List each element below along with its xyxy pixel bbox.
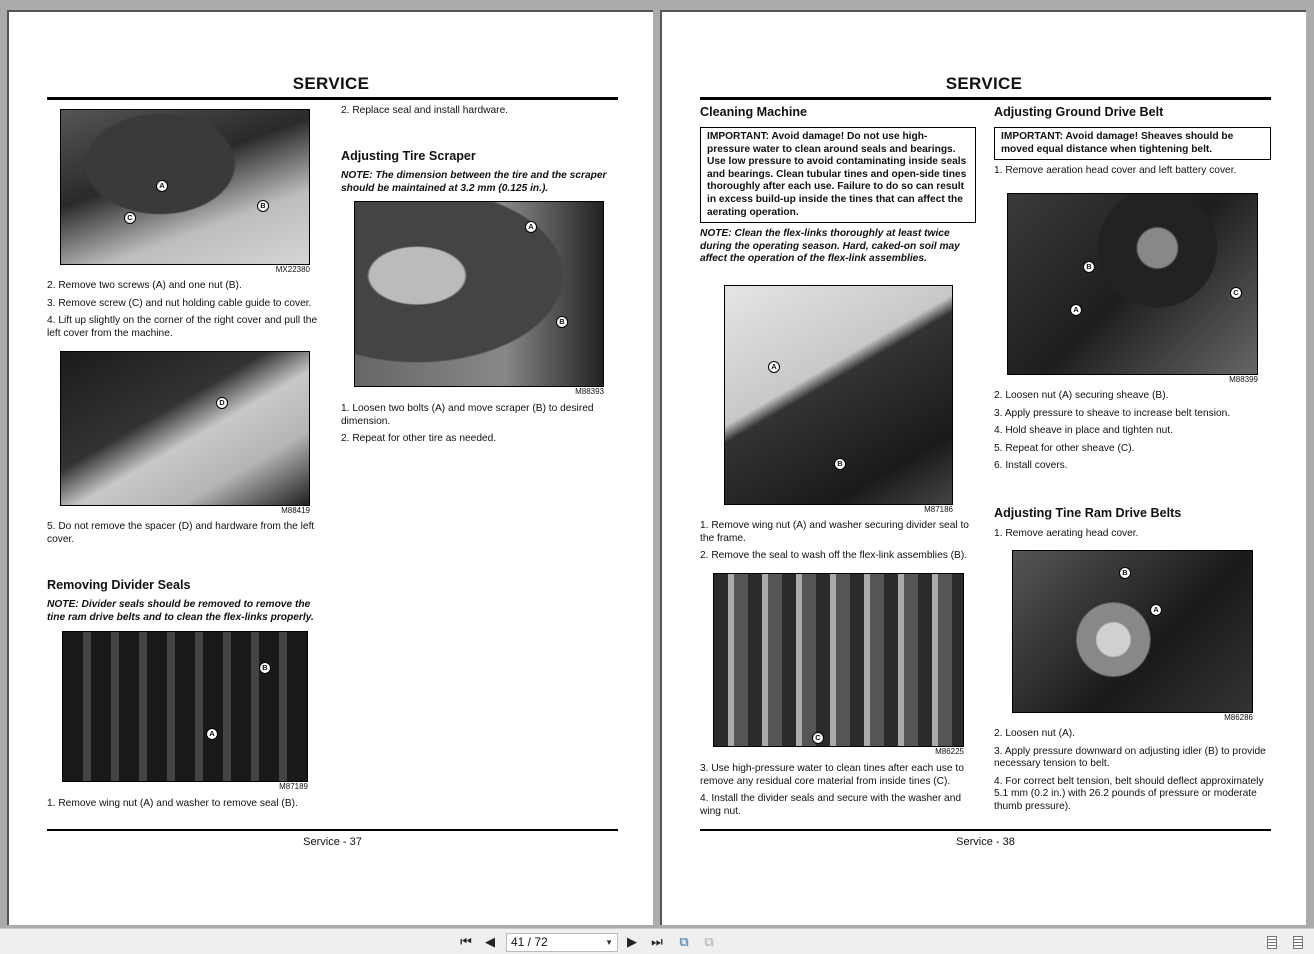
figure-m87189 (62, 631, 308, 792)
single-page-view-icon[interactable] (1267, 936, 1277, 949)
footer-rule (700, 829, 1271, 831)
steps-remove-cover (47, 280, 322, 345)
step: 6. Install covers. (994, 460, 1068, 472)
callout-b: B (1119, 567, 1131, 579)
callout-b: B (1083, 261, 1095, 273)
engine-cover-photo (60, 109, 310, 265)
page-number-value: 41 / 72 (511, 935, 548, 949)
figure-id: M86286 (1224, 713, 1253, 722)
note: NOTE: The dimension between the tire and the scraper should be maintained at 3.2 mm (0.125 in.). (341, 170, 607, 194)
figure-id: M88393 (575, 387, 604, 396)
callout-a: A (768, 361, 780, 373)
figure-id: M86225 (935, 747, 964, 756)
figure-mx22380 (60, 109, 310, 275)
steps-spacer (47, 521, 322, 551)
step: 1. Loosen two bolts (A) and move scraper (B) to desired dimension. (341, 403, 594, 427)
skip-back-icon: ⏮ (460, 934, 472, 949)
figure-id: M87189 (279, 782, 308, 791)
steps-remove-seal (47, 798, 332, 816)
note: NOTE: Divider seals should be removed to remove the tine ram drive belts and to clean the flex-links properly. (47, 599, 314, 623)
tines-photo (713, 573, 964, 747)
page-footer: Service - 37 (303, 836, 362, 848)
header-rule (700, 97, 1271, 100)
steps-tire-scraper (341, 403, 621, 451)
callout-a: A (206, 728, 218, 740)
divider-seal-frame-photo (724, 285, 953, 505)
figure-m86225 (713, 573, 964, 757)
step: 3. Use high-pressure water to clean tines after each use to remove any residual core material from inside tines (C). (700, 763, 964, 787)
step: 4. Install the divider seals and secure with the washer and wing nut. (700, 793, 962, 817)
important-box: IMPORTANT: Avoid damage! Do not use high-pressure water to clean around seals and bearings. Use low pressure to avoid contaminating inside seals and bearings. Clean tubular tines and open-side tines thoroughly after each use. Failure to do so can result in excess build-up inside the tines that can affect the aerating operation. (700, 127, 976, 223)
step: 4. Hold sheave in place and tighten nut. (994, 425, 1173, 437)
note: NOTE: Clean the flex-links thoroughly at least twice during the operating season. Hard, caked-on soil may affect the operation of the flex-link assemblies. (700, 228, 960, 265)
step: 4. For correct belt tension, belt should deflect approximately 5.1 mm (0.2 in.) with 26.2 pounds of pressure or moderate thumb pressure). (994, 775, 1264, 812)
callout-c: C (124, 212, 136, 224)
callout-a: A (1150, 604, 1162, 616)
page-footer: Service - 38 (956, 836, 1015, 848)
tire-scraper-photo (354, 201, 604, 387)
steps-clean-tines (700, 763, 980, 823)
steps-replace-seal (341, 105, 621, 123)
figure-id: MX22380 (275, 265, 310, 274)
step: 2. Repeat for other tire as needed. (341, 433, 497, 445)
step: 3. Remove screw (C) and nut holding cable guide to cover. (47, 297, 312, 309)
section-title: Cleaning Machine (700, 105, 808, 119)
section-adjusting-tine-ram-drive-belts (994, 506, 1271, 546)
ground-drive-belt-photo (1007, 193, 1258, 375)
skip-forward-icon: ⏭ (651, 934, 663, 949)
step: 1. Remove aerating head cover. (994, 528, 1139, 539)
figure-id: M88399 (1229, 375, 1258, 384)
figure-m88393 (354, 201, 604, 397)
callout-a: A (156, 180, 168, 192)
next-page-button[interactable] (623, 934, 641, 950)
page-header: SERVICE (292, 74, 370, 93)
previous-page-button[interactable] (481, 934, 499, 950)
step: 2. Remove two screws (A) and one nut (B). (47, 280, 242, 291)
callout-b: B (257, 200, 269, 212)
section-title: Adjusting Tire Scraper (341, 149, 476, 163)
triangle-right-icon: ▶ (627, 934, 637, 949)
step: 3. Apply pressure downward on adjusting idler (B) to provide necessary tension to belt. (994, 745, 1266, 770)
section-title: Removing Divider Seals (47, 578, 191, 592)
page-header: SERVICE (945, 74, 1023, 93)
steps-tine-ram-drive-belts (994, 728, 1271, 819)
section-cleaning-machine (700, 105, 976, 266)
step: 5. Do not remove the spacer (D) and hardware from the left cover. (47, 521, 315, 545)
navigation-toolbar (0, 928, 1314, 954)
figure-id: M87186 (924, 505, 953, 514)
section-title: Adjusting Tine Ram Drive Belts (994, 506, 1182, 520)
first-page-button[interactable] (457, 934, 475, 950)
spacer-photo (60, 351, 310, 506)
step: 1. Remove wing nut (A) and washer securing divider seal to the frame. (700, 520, 969, 544)
page-37 (7, 10, 653, 925)
page-38 (660, 10, 1306, 925)
previous-view-icon: ⧉ (679, 934, 689, 949)
callout-b: B (834, 458, 846, 470)
figure-m86286 (1012, 550, 1253, 723)
step: 2. Replace seal and install hardware. (341, 105, 509, 116)
triangle-left-icon: ◀ (485, 934, 495, 949)
callout-d: D (216, 397, 228, 409)
step: 2. Loosen nut (A) securing sheave (B). (994, 390, 1169, 401)
step: 1. Remove wing nut (A) and washer to remove seal (B). (47, 798, 298, 809)
footer-rule (47, 829, 618, 831)
page-number-select[interactable] (506, 933, 618, 952)
step: 2. Loosen nut (A). (994, 728, 1075, 739)
divider-seals-photo (62, 631, 308, 782)
tine-ram-belt-photo (1012, 550, 1253, 713)
figure-id: M88419 (281, 506, 310, 515)
step: 1. Remove aeration head cover and left battery cover. (994, 165, 1237, 177)
dropdown-arrow-icon: ▼ (605, 938, 613, 947)
callout-a: A (525, 221, 537, 233)
next-view-icon: ⧉ (704, 934, 714, 949)
step: 5. Repeat for other sheave (C). (994, 442, 1135, 454)
callout-c: C (812, 732, 824, 744)
step: 2. Remove the seal to wash off the flex-link assemblies (B). (700, 550, 968, 562)
last-page-button[interactable] (648, 934, 666, 950)
callout-b: B (259, 662, 271, 674)
section-title: Adjusting Ground Drive Belt (994, 105, 1164, 119)
header-rule (47, 97, 618, 100)
step: 3. Apply pressure to sheave to increase belt tension. (994, 407, 1231, 419)
steps-ground-drive-belt (994, 390, 1271, 478)
callout-a: A (1070, 304, 1082, 316)
callout-c: C (1230, 287, 1242, 299)
section-adjusting-ground-drive-belt (994, 105, 1271, 183)
figure-m88399 (1007, 193, 1258, 385)
section-removing-divider-seals (47, 578, 327, 624)
figure-m88419 (60, 351, 310, 516)
previous-view-button[interactable] (675, 934, 693, 950)
step: 4. Lift up slightly on the corner of the right cover and pull the left cover from the machine. (47, 315, 318, 339)
callout-b: B (556, 316, 568, 328)
next-view-button[interactable] (700, 934, 718, 950)
continuous-view-icon[interactable] (1293, 936, 1303, 949)
section-adjusting-tire-scraper (341, 149, 621, 195)
figure-m87186 (724, 285, 953, 515)
steps-remove-divider-seal (700, 520, 980, 568)
important-box: IMPORTANT: Avoid damage! Sheaves should be moved equal distance when tightening belt. (994, 127, 1271, 160)
